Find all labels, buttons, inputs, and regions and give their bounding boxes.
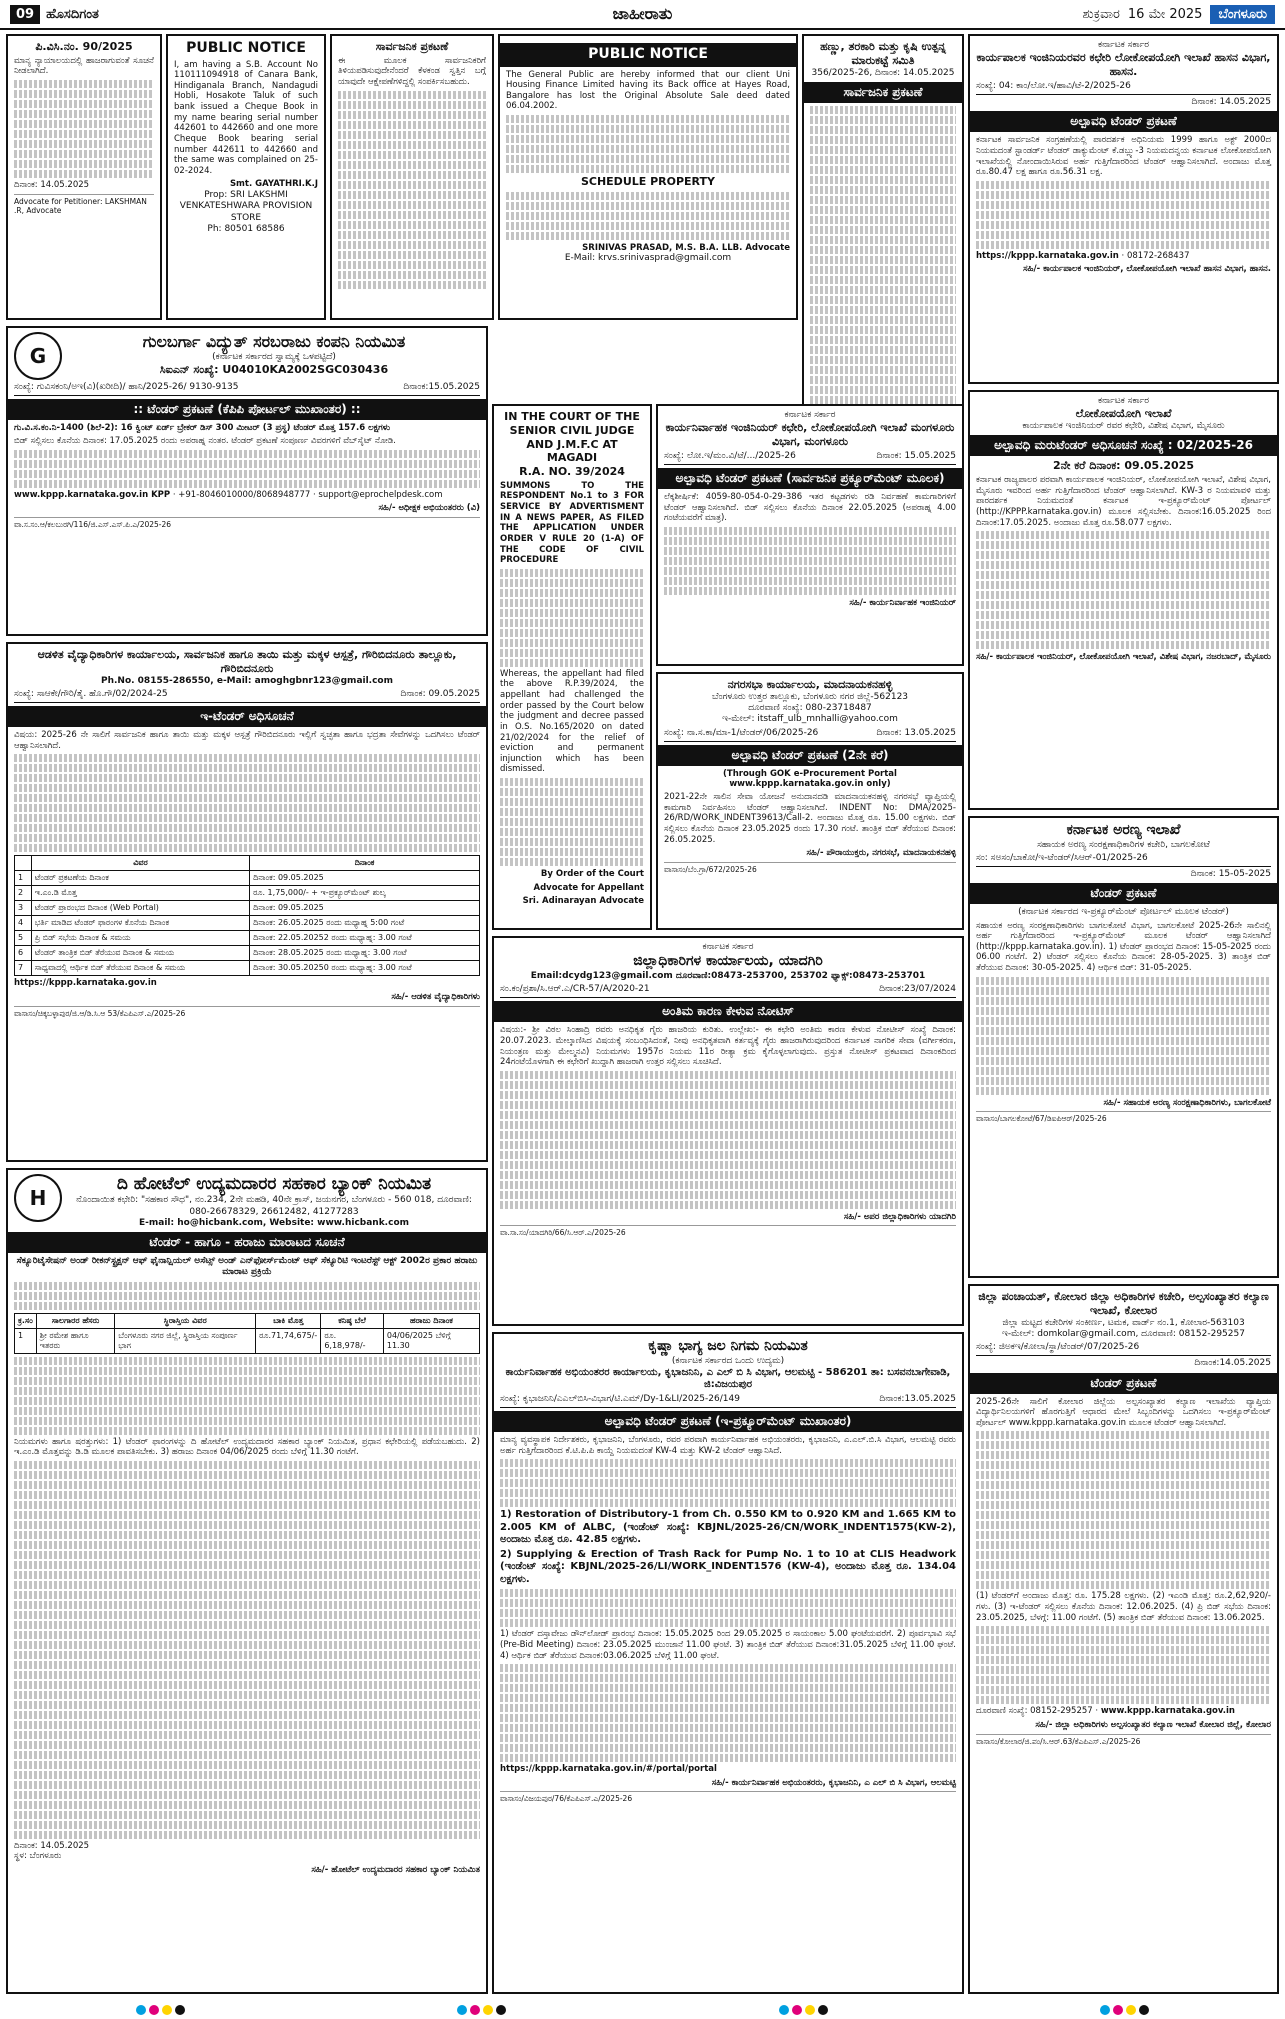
ad-subtitle: ಬೆಂಗಳೂರು ಉತ್ತರ ತಾಲ್ಲೂಕು, ಬೆಂಗಳೂರು ನಗರ ಜಿಲ್ಲೆ-562123 xyxy=(711,691,909,702)
ad-title: ಜಿಲ್ಲಾ ಪಂಚಾಯತ್, ಕೋಲಾರ ಜಿಲ್ಲಾ ಅಧಿಕಾರಿಗಳ ಕಚೇರಿ, ಅಲ್ಪಸಂಖ್ಯಾತರ ಕಲ್ಯಾಣ ಇಲಾಖೆ, ಕೋಲಾರ xyxy=(978,1290,1269,1317)
ad-place: ಸ್ಥಳ: ಬೆಂಗಳೂರು xyxy=(14,1851,62,1862)
ad-phone: ದೂರವಾಣಿ ಸಂಖ್ಯೆ: 080-23718487 xyxy=(748,703,872,713)
ad-web: www.kppp.karnataka.gov.in xyxy=(1100,1706,1235,1717)
ad-footer: ವಾಸಾಸಂ/ಬಾಗಲಕೋಟೆ/67/ಡಿಐಪಿಆರ್/2025-26 xyxy=(976,1111,1271,1123)
gescom-logo-icon: G xyxy=(14,332,62,380)
ad-web: https://kppp.karnataka.gov.in xyxy=(14,978,157,989)
table-row: 5 ಪ್ರಿ ಬಿಡ್ ಸಭೆಯ ದಿನಾಂಕ & ಸಮಯ ದಿನಾಂಕ: 22.05.20252 ರಂದು ಮಧ್ಯಾಹ್ನ: 3.00 ಗಂಟೆ xyxy=(15,931,480,946)
table-row: 1 ಶ್ರೀ ರಮೇಶ ಹಾಗೂ ಇತರರು ಬೆಂಗಳೂರು ನಗರ ಜಿಲ್ಲೆ, ಸ್ಥಿರಾಸ್ತಿಯ ಸಂಪೂರ್ಣ ಭಾಗ ರೂ.71,74,675/- ರೂ. 6,18,978/- 04/06/2025 ಬೆಳಿಗ್ಗೆ 11.30 xyxy=(15,1328,480,1353)
ad-office: ಕಾರ್ಯನಿರ್ವಾಹಕ ಅಭಿಯಂತರರ ಕಾರ್ಯಾಲಯ, ಕೃಭಾಜನಿನಿ, ಎ ಎಲ್ ಬಿ ಸಿ ವಿಭಾಗ, ಆಲಮಟ್ಟಿ - 586201 ತಾ: ಬಸವನಬಾಗೇವಾಡಿ, ಜಿ:ವಿಜಯಪುರ xyxy=(505,1366,951,1391)
page-header xyxy=(0,0,1285,30)
public-notice-1-ad xyxy=(166,34,326,320)
ad-email: ಇ-ಮೇಲ್: itstaff_ulb_mnhalli@yahoo.com xyxy=(722,714,898,725)
nagarasabha-tender-ad xyxy=(656,672,964,930)
ad-body: I, am having a S.B. Account No 110111094918 of Canara Bank, Hindiganala Branch, Nandagudi Hobli, Hosakote Taluk of such bank issued a Cheque Book in my name bearing serial number 442601 to 442660 and one more Cheque Book bearing serial number 442611 to 442660 and the same was complained on 25-02-2024. xyxy=(174,59,318,176)
ad-date: ದಿನಾಂಕ:15.05.2025 xyxy=(403,382,480,392)
ad-date: ದಿನಾಂಕ:14.05.2025 xyxy=(1194,1358,1271,1369)
ad-band: ಟೆಂಡರ್ - ಹಾಗೂ - ಹರಾಜು ಮಾರಾಟದ ಸೂಚನೆ xyxy=(8,1232,486,1253)
ad-order: By Order of the Court xyxy=(540,869,644,879)
ad-phone: 08172-268437 xyxy=(1126,250,1190,261)
ad-body: ನಿಯಮಗಳು ಹಾಗೂ ಷರತ್ತುಗಳು: 1) ಟೆಂಡರ್ ಫಾರಂಗಳನ್ನು ದಿ ಹೋಟೆಲ್ ಉದ್ಯಮದಾರರ ಸಹಕಾರ ಬ್ಯಾಂಕ್ ನಿಯಮಿತ, ಪ್ರಧಾನ ಕಛೇರಿಯಲ್ಲಿ ಪಡೆಯಬಹುದು. 2) ಇ.ಎಂ.ಡಿ ಮೊತ್ತವನ್ನು ಡಿ.ಡಿ ಮೂಲಕ ಪಾವತಿಸಬೇಕು. 3) ಹರಾಜು ದಿನಾಂಕ 04/06/2025 ರಂದು ಬೆಳಿಗ್ಗೆ 11.30 ಗಂಟೆಗೆ. xyxy=(14,1436,480,1458)
ad-number: 356/2025-26, ದಿನಾಂಕ: 14.05.2025 xyxy=(811,67,955,78)
ad-number: ಸಂಖ್ಯೆ: ಸಾಆಕೇ/ಗೌರಿ/ತೈ. ಹೊ.ಗೌ/02/2024-25 xyxy=(14,688,168,699)
ad-signature: Advocate for Appellant xyxy=(533,882,644,893)
ad-dept: ಲೋಕೋಪಯೋಗಿ ಇಲಾಖೆ xyxy=(1075,407,1172,421)
ad-email: E-Mail: krvs.srinivasprad@gmail.com xyxy=(564,253,732,264)
newspaper-name: ಹೊಸದಿಗಂತ xyxy=(46,6,99,22)
ad-title: ಕಾರ್ಯನಿರ್ವಾಹಕ ಇಂಜಿನಿಯರ್ ಕಛೇರಿ, ಲೋಕೋಪಯೋಗಿ ಇಲಾಖೆ ಮಂಗಳೂರು ವಿಭಾಗ, ಮಂಗಳೂರು xyxy=(665,421,955,448)
ad-number: ಸಂಖ್ಯೆ: ನಾ.ಸ.ಕಾ/ಮಾ-1/ಟೆಂಡರ್/06/2025-26 xyxy=(664,727,819,738)
ad-cin: ಸಿಐಎನ್ ಸಂಖ್ಯೆ: U04010KA2002SGC030436 xyxy=(159,363,389,377)
ad-org: ಕರ್ನಾಟಕ ಅರಣ್ಯ ಇಲಾಖೆ xyxy=(1066,822,1181,838)
court-magadi-ad xyxy=(492,404,652,930)
ad-title: ಕಾರ್ಯಪಾಲಕ ಇಂಜಿನಿಯರವರ ಕಛೇರಿ ಲೋಕೋಪಯೋಗಿ ಇಲಾಖೆ ಹಾಸನ ವಿಭಾಗ, ಹಾಸನ. xyxy=(976,51,1271,78)
ad-title: ಜಿಲ್ಲಾಧಿಕಾರಿಗಳ ಕಾರ್ಯಾಲಯ, ಯಾದಗಿರಿ xyxy=(633,953,823,970)
ad-address: ಜಿಲ್ಲಾ ಮಟ್ಟದ ಕಚೇರಿಗಳ ಸಂಕೀರ್ಣ, ಟಮಕ, ವಾರ್ಡ್ ನಂ.1, ಕೋಲಾರ-563103 xyxy=(1002,1317,1245,1328)
ad-footer: ವಾಸಾಸಂ/ವಿಜಯಪುರ/76/ಕೆಎಪಿಎಸ್.ಎ/2025-26 xyxy=(500,1791,956,1803)
ad-title: PUBLIC NOTICE xyxy=(500,43,796,67)
ad-phone: +91-8046010000/8068948777 xyxy=(178,489,311,500)
ad-item-1: 1) Restoration of Distributory-1 from Ch. 0.550 KM to 0.920 KM and 1.665 KM to 2.005 KM of ALBC, (ಇಂಡೆಂಟ್ ಸಂಖ್ಯೆ: KBJNL/2025-26/CN/WORK_INDENT1575(KW-2), ಅಂದಾಜು ಮೊತ್ತ ರೂ. 42.85 ಲಕ್ಷಗಳು. xyxy=(500,1509,956,1546)
ad-body: ಲೆಕ್ಕಶೀರ್ಷಿಕೆ: 4059-80-054-0-29-386 ಇತರ ಕಟ್ಟಡಗಳು ರಡಿ ನಿರ್ವಹಣೆ ಕಾಮಗಾರಿಗಳಿಗೆ ಟೆಂಡರ್ ಆಹ್ವಾನಿಸಲಾಗಿದೆ. ಬಿಡ್ ಸಲ್ಲಿಸಲು ಕೊನೆಯ ದಿನಾಂಕ 22.05.2025 (ಅಪರಾಹ್ನ 4.00 ಗಂಟೆಯವರೆಗೆ ಮಾತ್ರ). xyxy=(664,492,956,524)
ad-band: ಅಂತಿಮ ಕಾರಣ ಕೇಳುವ ನೋಟಿಸ್ xyxy=(494,1001,962,1022)
tender-schedule-table: ವಿವರ ದಿನಾಂಕ 1 ಟೆಂಡರ್ ಪ್ರಕಟಣೆಯ ದಿನಾಂಕ ದಿನಾಂಕ: 09.05.2025 2 ಇ.ಎಂ.ಡಿ ಮೊತ್ತ ರೂ. 1,75,000/- + ಇ-ಪ್ರಕ್ಯೂರ್‌ಮೆಂಟ್ ಶುಲ್ಕ 3 ಟೆಂಡರ್ ಪ್ರಾರಂಭದ ದಿನಾಂಕ (Web Portal) ದಿನಾಂಕ: 09.05.2025 4 ಭರ್ತಿ ಮಾಡಿದ ಟೆಂಡರ್ ಫಾರಂಗಳ ಕೊನೆಯ ದಿನಾಂಕ ದಿನಾಂಕ: 26.05.2025 ರಂದು ಮಧ್ಯಾಹ್ನ 5:00 ಗಂಟೆ 5 ಪ್ರಿ ಬಿಡ್ ಸಭೆಯ ದಿನಾಂಕ & ಸಮಯ ದಿನಾಂಕ: 22.05.20252 ರಂದು ಮಧ್ಯಾಹ್ನ: 3.00 ಗಂಟೆ 6 ಟೆಂಡರ್ ತಾಂತ್ರಿಕ ಬಿಡ್ ತೆರೆಯುವ ದಿನಾಂಕ & ಸಮಯ ದಿನಾಂಕ: 28.05.2025 ರಂದು ಮಧ್ಯಾಹ್ನ: 3.00 ಗಂಟೆ 7 ಸಾಧ್ಯವಾದಲ್ಲಿ ಆರ್ಥಿಕ ಬಿಡ್ ತೆರೆಯುವ ದಿನಾಂಕ & ಸಮಯ ದಿನಾಂಕ: 30.05.20250 ರಂದು ಮಧ್ಯಾಹ್ನ: 3.00 ಗಂಟೆ xyxy=(14,855,480,976)
ad-number: ಸಂಖ್ಯೆ: 04: ಕಾಂ/ಲೋ.ಇ/ಹಾವಿ/ಟೆ-2/2025-26 xyxy=(976,80,1131,91)
ad-body: ಕರ್ನಾಟಕ ಸಾರ್ವಜನಿಕ ಸಂಗ್ರಹಣೆಯಲ್ಲಿ ಪಾರದರ್ಶಕ ಅಧಿನಿಯಮ 1999 ಹಾಗೂ ಅಕ್ಟ್ 2000ದ ನಿಯಮದಂತೆ ಸ್ಟಾಂಡರ್ಡ್ ಟೆಂಡರ್ ಡಾಕ್ಯುಮೆಂಟ್ ಕೆ.ಡಬ್ಲ್ಯು-3 ನಿಯಮದನ್ವಯ ಕರ್ನಾಟಕ ಲೋಕೋಪಯೋಗಿ ಇಲಾಖೆಯಲ್ಲಿ ನೋಂದಾಯಿಸಿರುವ ಅರ್ಹ ಗುತ್ತಿಗೆದಾರರಿಂದ ಟೆಂಡರ್ ಆಹ್ವಾನಿಸಲಾಗಿದೆ. ಅಂದಾಜು ಮೊತ್ತ ರೂ.80.47 ಲಕ್ಷ ಹಾಗೂ ರೂ.56.31 ಲಕ್ಷ. xyxy=(976,135,1271,178)
ad-signature: ಸಹಿ/- ಕಾರ್ಯನಿರ್ವಾಹಕ ಅಭಿಯಂತರರು, ಕೃಭಾಜನಿನಿ, ಎ ಎಲ್ ಬಿ ಸಿ ವಿಭಾಗ, ಆಲಮಟ್ಟಿ xyxy=(711,1777,956,1788)
section-title: ಜಾಹೀರಾತು xyxy=(612,4,673,23)
ad-footer: ವಾಸಾಸಂ/ಬೆಂ.ಗ್ರಾ/672/2025-26 xyxy=(664,862,956,874)
ad-number: ಸಂಖ್ಯೆ: ಗುವಿಸಕಂನಿ/ಅಇ(ವಿ)(ಖರೀದಿ)/ ಹಾನಿ/2025-26/ 9130-9135 xyxy=(14,382,239,392)
ad-date: ದಿನಾಂಕ: 09.05.2025 xyxy=(400,688,480,699)
ad-advocate: Advocate for Petitioner: LAKSHMAN .R, Advocate xyxy=(14,194,154,216)
ad-title: ಪಿ.ವಿಸಿ.ನಂ. 90/2025 xyxy=(35,40,133,53)
ad-band-2: (ಕರ್ನಾಟಕ ಸರ್ಕಾರದ ಇ-ಪ್ರಕ್ಯೂರ್‌ಮೆಂಟ್ ಪೋರ್ಟಲ್ ಮೂಲಕ ಟೆಂಡರ್) xyxy=(1018,907,1229,918)
hotel-bank-auction-ad xyxy=(6,1168,488,1994)
ad-signature: ಸಹಿ/- ಕಾರ್ಯಪಾಲಕ ಇಂಜಿನಿಯರ್, ಲೋಕೋಪಯೋಗಿ ಇಲಾಖೆ, ವಿಶೇಷ ವಿಭಾಗ, ನಜರಬಾದ್, ಮೈಸೂರು xyxy=(976,652,1271,663)
ad-phone: Ph: 80501 68586 xyxy=(207,223,285,234)
ad-number: ಸಂಖ್ಯೆ: ಕೃಭಾಜನಿನಿ/ಎಎಲ್‌ಬಿಸಿ-ವಿಭಾಗ/ಟಿ.ಎಮ್/Dy-1&LI/2025-26/149 xyxy=(500,1393,740,1404)
ad-signature: ಸಹಿ/- ಅಪರ ಜಿಲ್ಲಾಧಿಕಾರಿಗಳು ಯಾದಗಿರಿ xyxy=(843,1211,956,1222)
registration-dots-icon xyxy=(779,2005,828,2015)
ad-web: www.kppp.karnataka.gov.in KPP xyxy=(14,489,171,500)
ad-band: :: ಟೆಂಡರ್ ಪ್ರಕಟಣೆ (ಕೆಪಿಪಿ ಪೋರ್ಟಲ್ ಮುಖಾಂತರ) :: xyxy=(8,399,486,420)
ad-date: ದಿನಾಂಕ: 14.05.2025 xyxy=(14,1840,90,1851)
ad-body: ಈ ಮೂಲಕ ಸಾರ್ವಜನಿಕರಿಗೆ ತಿಳಿಯಪಡಿಸುವುದೇನೆಂದರೆ ಕೆಳಕಂಡ ಸ್ವತ್ತಿನ ಬಗ್ಗೆ ಯಾವುದೇ ಆಕ್ಷೇಪಣೆಗಳಿದ್ದಲ್ಲಿ ಸಂಪರ್ಕಿಸಬಹುದು. xyxy=(338,55,486,87)
ad-item-2: 2) Supplying & Erection of Trash Rack for Pump No. 1 to 10 at CLIS Headwork (ಇಂಡೆಂಟ್ ಸಂಖ್ಯೆ: KBJNL/2025-26/LI/WORK_INDENT1576 (KW-4), ಅಂದಾಜು ಮೊತ್ತ ರೂ. 134.04 ಲಕ್ಷಗಳು. xyxy=(500,1548,956,1585)
ad-date: ದಿನಾಂಕ: 14.05.2025 xyxy=(14,180,90,190)
ad-web: E-mail: ho@hicbank.com, Website: www.hicbank.com xyxy=(139,1217,409,1228)
ad-org: ಕರ್ನಾಟಕ ಸರ್ಕಾರ xyxy=(1097,396,1150,406)
ad-title: ಹಣ್ಣು, ತರಕಾರಿ ಮತ್ತು ಕೃಷಿ ಉತ್ಪನ್ನ ಮಾರುಕಟ್ಟೆ ಸಮಿತಿ xyxy=(820,40,946,67)
ad-signature: ಸಹಿ/- ಜಿಲ್ಲಾ ಅಧಿಕಾರಿಗಳು ಅಲ್ಪಸಂಖ್ಯಾತರ ಕಲ್ಯಾಣ ಇಲಾಖೆ ಕೋಲಾರ ಜಿಲ್ಲೆ, ಕೋಲಾರ xyxy=(1035,1719,1271,1730)
court-notice-ad xyxy=(6,34,162,320)
ad-body: Whereas, the appellant had filed the above R.P.39/2024, the appellant had challenged the order passed by the Court below the judgment and decree passed in O.S. No.165/2020 on dated 21/02/2024 for the relief of eviction and permanent injunction which has been dismissed. xyxy=(500,668,644,775)
ad-number: R.A. NO. 39/2024 xyxy=(519,465,625,478)
ad-body: ಮಾನ್ಯ ನ್ಯಾಯಾಲಯದಲ್ಲಿ ಹಾಜರಾಗುವಂತೆ ಸೂಚನೆ ನೀಡಲಾಗಿದೆ. xyxy=(14,55,154,77)
ad-date: ದಿನಾಂಕ: 13.05.2025 xyxy=(876,727,956,738)
table-row: 3 ಟೆಂಡರ್ ಪ್ರಾರಂಭದ ದಿನಾಂಕ (Web Portal) ದಿನಾಂಕ: 09.05.2025 xyxy=(15,901,480,916)
ad-title: PUBLIC NOTICE xyxy=(186,40,306,56)
ad-date: ದಿನಾಂಕ: 15-05-2025 xyxy=(1190,869,1271,879)
auction-table: ಕ್ರ.ಸಂ ಸಾಲಗಾರರ ಹೆಸರು ಸ್ಥಿರಾಸ್ತಿಯ ವಿವರ ಬಾಕಿ ಮೊತ್ತ ಕನಿಷ್ಠ ಬೆಲೆ ಹರಾಜು ದಿನಾಂಕ 1 ಶ್ರೀ ರಮೇಶ ಹಾಗೂ ಇತರರು ಬೆಂಗಳೂರು ನಗರ ಜಿಲ್ಲೆ, ಸ್ಥಿರಾಸ್ತಿಯ ಸಂಪೂರ್ಣ ಭಾಗ ರೂ.71,74,675/- ರೂ. 6,18,978/- 04/06/2025 ಬೆಳಿಗ್ಗೆ 11.30 xyxy=(14,1313,480,1354)
ad-email: ಇ-ಮೇಲ್: domkolar@gmail.com, ದೂರವಾಣಿ: 08152-295257 xyxy=(1002,1328,1245,1339)
ad-title: ದಿ ಹೋಟೆಲ್ ಉದ್ಯಮದಾರರ ಸಹಕಾರ ಬ್ಯಾಂಕ್ ನಿಯಮಿತ xyxy=(116,1174,432,1194)
bank-logo-icon: H xyxy=(14,1174,62,1222)
ad-contact: Ph.No. 08155-286550, e-Mail: amoghgbnr123@gmail.com xyxy=(100,675,393,686)
forest-dept-tender-ad xyxy=(968,816,1279,1278)
registration-dots-icon xyxy=(457,2005,506,2015)
gauribidanur-tender-ad xyxy=(6,642,488,1162)
ad-title: ಕೃಷ್ಣಾ ಭಾಗ್ಯ ಜಲ ನಿಗಮ ನಿಯಮಿತ xyxy=(648,1338,808,1354)
ad-body: ವಿಷಯ:- ಶ್ರೀ ವಿಠಲ ಸಿಂಹಾದ್ರಿ ರವರು ಅನಧಿಕೃತ ಗೈರು ಹಾಜರಿಯ ಕುರಿತು. ಉಲ್ಲೇಖ:- ಈ ಕಛೇರಿ ಅಂತಿಮ ಕಾರಣ ಕೇಳುವ ನೋಟೀಸ್ ಸಂಖ್ಯೆ ದಿನಾಂಕ: 20.07.2023. ಮೇಲ್ಕಾಣಿಸಿದ ವಿಷಯಕ್ಕೆ ಸಂಬಂಧಿಸಿದಂತೆ, ನೀವು ಅನಧಿಕೃತವಾಗಿ ಕರ್ತವ್ಯಕ್ಕೆ ಗೈರು ಹಾಜರಾಗಿರುವುದರಿಂದ ಕರ್ನಾಟಕ ನಾಗರಿಕ ಸೇವಾ (ವರ್ಗೀಕರಣ, ನಿಯಂತ್ರಣ ಮತ್ತು ಮೇಲ್ಮನವಿ) ನಿಯಮಗಳು 1957ರ ನಿಯಮ 11ರ ರೀತ್ಯಾ ಕ್ರಮ ಕೈಗೊಳ್ಳಲಾಗುವುದು. ಪ್ರಸ್ತುತ ನೋಟೀಸ್ ಪ್ರಕಟವಾದ ದಿನಾಂಕದಿಂದ 24ಗಂಟೆಯೊಳಗಾಗಿ ಈ ಕಛೇರಿಗೆ ಖುದ್ದಾಗಿ ಹಾಜರಾಗಿ ಉತ್ತರ ಸಲ್ಲಿಸಲು ಸೂಚಿಸಿದೆ. xyxy=(500,1025,956,1068)
ad-schedule: SCHEDULE PROPERTY xyxy=(580,175,716,188)
ad-date: ದಿನಾಂಕ: 14.05.2025 xyxy=(1191,97,1271,107)
ad-signature: ಸಹಿ/- ಪೌರಾಯುಕ್ತರು, ನಗರಸಭೆ, ಮಾದನಾಯಕನಹಳ್ಳಿ xyxy=(806,848,956,859)
ad-body: ಬಿಡ್ ಸಲ್ಲಿಸಲು ಕೊನೆಯ ದಿನಾಂಕ: 17.05.2025 ರಂದು ಅಪರಾಹ್ನ ನಂತರ. ಟೆಂಡರ್ ಪ್ರಕಟಣೆ ಸಂಪೂರ್ಣ ವಿವರಗಳಿಗೆ ವೆಬ್‌ಸೈಟ್ ನೋಡಿ. xyxy=(14,435,396,446)
ad-subtitle: ಸಹಾಯಕ ಅರಣ್ಯ ಸಂರಕ್ಷಣಾಧಿಕಾರಿಗಳ ಕಚೇರಿ, ಬಾಗಲಕೋಟೆ xyxy=(1037,839,1210,850)
ad-portal: https://kppp.karnataka.gov.in xyxy=(976,250,1119,261)
header-city: ಬೆಂಗಳೂರು xyxy=(1210,5,1275,24)
ad-footer: ವಾಸಾಸಂ/ಚಿಕ್ಕಬಳ್ಳಾಪುರ/ಜಿ.ಆ/ಡಿ.ಸಿ.ಆ 53/ಕೆಎಪಿಎಸ್.ಎ/2025-26 xyxy=(14,1006,480,1018)
pwd-hassan-ad: ಕರ್ನಾಟಕ ಸರ್ಕಾರ ಕಾರ್ಯಪಾಲಕ ಇಂಜಿನಿಯರವರ ಕಛೇರಿ ಲೋಕೋಪಯೋಗಿ ಇಲಾಖೆ ಹಾಸನ ವಿಭಾಗ, ಹಾಸನ. ಸಂಖ್ಯೆ: 04: ಕಾಂ/ಲೋ.ಇ/ಹಾವಿ/ಟೆ-2/2025-26 ದಿನಾಂಕ: 14.05.2025 ಅಲ್ಪಾವಧಿ ಟೆಂಡರ್ ಪ್ರಕಟಣೆ ಕರ್ನಾಟಕ ಸಾರ್ವಜನಿಕ ಸಂಗ್ರಹಣೆಯಲ್ಲಿ ಪಾರದರ್ಶಕ ಅಧಿನಿಯಮ 1999 ಹಾಗೂ ಅಕ್ಟ್ 2000ದ ನಿಯಮದಂತೆ ಸ್ಟಾಂಡರ್ಡ್ ಟೆಂಡರ್ ಡಾಕ್ಯುಮೆಂಟ್ ಕೆ.ಡಬ್ಲ್ಯು-3 ನಿಯಮದನ್ವಯ ಕರ್ನಾಟಕ ಲೋಕೋಪಯೋಗಿ ಇಲಾಖೆಯಲ್ಲಿ ನೋಂದಾಯಿಸಿರುವ ಅರ್ಹ ಗುತ್ತಿಗೆದಾರರಿಂದ ಟೆಂಡರ್ ಆಹ್ವಾನಿಸಲಾಗಿದೆ. ಅಂದಾಜು ಮೊತ್ತ ರೂ.80.47 ಲಕ್ಷ ಹಾಗೂ ರೂ.56.31 ಲಕ್ಷ. https://kppp.karnataka.gov.in · 08172-268437 ಸಹಿ/- ಕಾರ್ಯಪಾಲಕ ಇಂಜಿನಿಯರ್, ಲೋಕೋಪಯೋಗಿ ಇಲಾಖೆ ಹಾಸನ ವಿಭಾಗ, ಹಾಸನ. xyxy=(968,34,1279,384)
ad-signature: SRINIVAS PRASAD, M.S. B.A. LLB. Advocate xyxy=(582,242,790,253)
ad-band-2: 2ನೇ ಕರೆ ದಿನಾಂಕ: 09.05.2025 xyxy=(1053,459,1194,473)
page-number: 09 xyxy=(10,5,40,24)
ad-email: support@eprochelpdesk.com xyxy=(318,489,443,500)
ad-signature: ಸಹಿ/- ಕಾರ್ಯಪಾಲಕ ಇಂಜಿನಿಯರ್, ಲೋಕೋಪಯೋಗಿ ಇಲಾಖೆ ಹಾಸನ ವಿಭಾಗ, ಹಾಸನ. xyxy=(1023,264,1271,275)
ad-body: ಸಹಾಯಕ ಅರಣ್ಯ ಸಂರಕ್ಷಣಾಧಿಕಾರಿಗಳು ಬಾಗಲಕೋಟೆ ವಿಭಾಗ, ಬಾಗಲಕೋಟೆ 2025-26ನೇ ಸಾಲಿನಲ್ಲಿ ಅರ್ಹ ಗುತ್ತಿಗೆದಾರರಿಂದ ಇ-ಪ್ರಕ್ಯೂರ್‌ಮೆಂಟ್ ಮೂಲಕ ಟೆಂಡರ್ ಆಹ್ವಾನಿಸಲಾಗಿದೆ (http://kppp.karnataka.gov.in). 1) ಟೆಂಡರ್ ಪ್ರಾರಂಭದ ದಿನಾಂಕ: 15-05-2025 ರಂದು 06.00 ಗಂಟೆಗೆ. 2) ಟೆಂಡರ್ ಸಲ್ಲಿಸಲು ಕೊನೆಯ ದಿನಾಂಕ: 28-05-2025. 3) ತಾಂತ್ರಿಕ ಬಿಡ್ ತೆರೆಯುವ ದಿನಾಂಕ: 30-05-2025. 4) ಆರ್ಥಿಕ ಬಿಡ್: 31-05-2025. xyxy=(976,920,1271,973)
table-row: 1 ಟೆಂಡರ್ ಪ್ರಕಟಣೆಯ ದಿನಾಂಕ ದಿನಾಂಕ: 09.05.2025 xyxy=(15,871,480,886)
registration-dots-icon xyxy=(1100,2005,1149,2015)
ad-band: ಅಲ್ಪಾವಧಿ ಟೆಂಡರ್ ಪ್ರಕಟಣೆ (ಇ-ಪ್ರಕ್ಯೂರ್‌ಮೆಂಟ್ ಮುಖಾಂತರ) xyxy=(494,1411,962,1432)
kbjnl-tender-ad xyxy=(492,1332,964,1994)
ad-number: ಸಂಖ್ಯೆ: ಲೋ.ಇ/ಮಂ.ವಿ/ಟೆ/.../2025-26 xyxy=(664,450,796,461)
pwd-mysuru-ad xyxy=(968,390,1279,810)
header-date: 16 ಮೇ 2025 xyxy=(1127,6,1203,22)
ad-title: ನಗರಸಭಾ ಕಾರ್ಯಾಲಯ, ಮಾದನಾಯಕನಹಳ್ಳಿ xyxy=(727,678,893,691)
ad-band: ಟೆಂಡರ್ ಪ್ರಕಟಣೆ xyxy=(970,1373,1277,1394)
ad-title: ಗುಲಬರ್ಗಾ ವಿದ್ಯುತ್ ಸರಬರಾಜು ಕಂಪನಿ ನಿಯಮಿತ xyxy=(142,332,406,351)
ad-band: ಅಲ್ಪಾವಧಿ ಟೆಂಡರ್ ಪ್ರಕಟಣೆ (ಸಾರ್ವಜನಿಕ ಪ್ರಕ್ಯೂರ್‌ಮೆಂಟ್ ಮೂಲಕ) xyxy=(658,468,962,489)
ad-body: ಕರ್ನಾಟಕ ರಾಜ್ಯಪಾಲರ ಪರವಾಗಿ ಕಾರ್ಯಪಾಲಕ ಇಂಜಿನಿಯರ್, ಲೋಕೋಪಯೋಗಿ ಇಲಾಖೆ, ವಿಶೇಷ ವಿಭಾಗ, ಮೈಸೂರು ಇವರಿಂದ ಅರ್ಹ ಗುತ್ತಿಗೆದಾರರಿಂದ ಟೆಂಡರ್ ಆಹ್ವಾನಿಸಲಾಗಿದೆ. KW-3 ರ ನಿಯಮಾವಳಿ ಮತ್ತು ಪಾರದರ್ಶಕ ನಿಯಮದಂತೆ ಕರ್ನಾಟಕ ಇ-ಪ್ರಕ್ಯೂರ್‌ಮೆಂಟ್ ಪೋರ್ಟಲ್ (http://KPPP.karnataka.gov.in) ಮೂಲಕ ಸಲ್ಲಿಸಬೇಕು. ದಿನಾಂಕ:16.05.2025 ರಿಂದ ದಿನಾಂಕ:17.05.2025. ಅಂದಾಜು ಮೊತ್ತ ರೂ.58.077 ಲಕ್ಷಗಳು. xyxy=(976,475,1271,528)
ad-signature: ಸಹಿ/- ಹೋಟೆಲ್ ಉದ್ಯಮದಾರರ ಸಹಕಾರ ಬ್ಯಾಂಕ್ ನಿಯಮಿತ xyxy=(311,1865,480,1875)
print-registration-marks xyxy=(0,2000,1285,2019)
ad-phone: ದೂರವಾಣಿ ಸಂಖ್ಯೆ: 08152-295257 xyxy=(976,1706,1093,1717)
ad-footer: ವಾ.ಸಾ.ಸಂ/ಯಾದಗಿರಿ/66/ಸಿ.ಆರ್.ಎ/2025-26 xyxy=(500,1225,956,1237)
ad-org: ಕರ್ನಾಟಕ ಸರ್ಕಾರ xyxy=(702,942,754,952)
gescom-tender-ad: G ಗುಲಬರ್ಗಾ ವಿದ್ಯುತ್ ಸರಬರಾಜು ಕಂಪನಿ ನಿಯಮಿತ (ಕರ್ನಾಟಕ ಸರ್ಕಾರದ ಸ್ವಾಮ್ಯಕ್ಕೆ ಒಳಪಟ್ಟಿದೆ) ಸಿಐಎನ್ ಸಂಖ್ಯೆ: U04010KA2002SGC030436 ಸಂಖ್ಯೆ: ಗುವಿಸಕಂನಿ/ಅಇ(ವಿ)(ಖರೀದಿ)/ ಹಾನಿ/2025-26/ 9130-9135 ದಿನಾಂಕ:15.05.2025 :: ಟೆಂಡರ್ ಪ್ರಕಟಣೆ (ಕೆಪಿಪಿ ಪೋರ್ಟಲ್ ಮುಖಾಂತರ) :: ಗು.ವಿ.ಸ.ಕಂ.ನಿ-1400 (ಶಿಲೆ-2): 16 ಕ್ವಿಂಟ್ ಏರ್ಡ್ ಬ್ರೇಕರ್ ಡಿಸ್ 300 ಮೀಟರ್ (3 ಪ್ರಸ್ಥ) ಟೆಂಡರ್ ಮೊತ್ತ 157.6 ಲಕ್ಷಗಳು ಬಿಡ್ ಸಲ್ಲಿಸಲು ಕೊನೆಯ ದಿನಾಂಕ: 17.05.2025 ರಂದು ಅಪರಾಹ್ನ ನಂತರ. ಟೆಂಡರ್ ಪ್ರಕಟಣೆ ಸಂಪೂರ್ಣ ವಿವರಗಳಿಗೆ ವೆಬ್‌ಸೈಟ್ ನೋಡಿ. www.kppp.karnataka.gov.in KPP · +91-8046010000/8068948777 · support@eprochelpdesk.com ಸಹಿ/- ಅಧೀಕ್ಷಕ ಅಭಿಯಂತರರು (ವಿ) ವಾ.ಸ.ಸಂ.ಆ/ಕಲಬುರಗಿ/116/ಜಿ.ಎಸ್.ಎಸ್.ಪಿ.ಎ/2025-26 xyxy=(6,326,488,636)
ad-band: ಟೆಂಡರ್ ಪ್ರಕಟಣೆ xyxy=(970,883,1277,904)
ad-body: 2025-26ನೇ ಸಾಲಿಗೆ ಕೋಲಾರ ಜಿಲ್ಲೆಯ ಅಲ್ಪಸಂಖ್ಯಾತರ ಕಲ್ಯಾಣ ಇಲಾಖೆಯ ವ್ಯಾಪ್ತಿಯ ವಿದ್ಯಾರ್ಥಿನಿಲಯಗಳಿಗೆ ಹೊರಗುತ್ತಿಗೆ ಆಧಾರದ ಮೇಲೆ ಸಿಬ್ಬಂದಿಗಳನ್ನು ಒದಗಿಸಲು ಇ-ಪ್ರಕ್ಯೂರ್‌ಮೆಂಟ್ ಪೋರ್ಟಲ್ www.kppp.karnataka.gov.in ಮೂಲಕ ಟೆಂಡರ್ ಆಹ್ವಾನಿಸಲಾಗಿದೆ. xyxy=(976,1396,1271,1428)
ad-body: The General Public are hereby informed that our client Uni Housing Finance Limited having its Back office at Hayes Road, Bangalore has lost the Original Absolute Sale deed dated 06.04.2002. xyxy=(506,69,790,112)
ad-footer: ವಾಸಾಸಂ/ಕೋಲಾರ/ಜಿ.ಪಂ/ಸಿ.ಆರ್.63/ಕೆಎಪಿಎಸ್.ಎ/2025-26 xyxy=(976,1734,1271,1746)
yadgir-notice-ad xyxy=(492,936,964,1326)
ad-body: ವಿಷಯ: 2025-26 ನೇ ಸಾಲಿಗೆ ಸಾರ್ವಜನಿಕ ಹಾಗೂ ತಾಯಿ ಮತ್ತು ಮಕ್ಕಳ ಆಸ್ಪತ್ರೆ ಗೌರಿಬಿದನೂರು ಇಲ್ಲಿಗೆ ಸ್ವಚ್ಛತಾ ಹಾಗೂ ಭದ್ರತಾ ಸೇವೆಗಳನ್ನು ಒದಗಿಸಲು ಟೆಂಡರ್ ಆಹ್ವಾನಿಸಲಾಗಿದೆ. xyxy=(14,730,480,751)
ad-signature: ಸಹಿ/- ಸಹಾಯಕ ಅರಣ್ಯ ಸಂರಕ್ಷಣಾಧಿಕಾರಿಗಳು, ಬಾಗಲಕೋಟೆ xyxy=(1103,1097,1271,1108)
ad-org: ಕರ್ನಾಟಕ ಸರ್ಕಾರ xyxy=(784,410,836,420)
public-notice-2-ad xyxy=(498,34,798,320)
ad-web: https://kppp.karnataka.gov.in/#/portal/portal xyxy=(500,1764,717,1775)
ad-band: SUMMONS TO THE RESPONDENT No.1 to 3 FOR SERVICE BY ADVERTISMENT IN A NEWS PAPER, AS FILED THE APPLICATION UNDER ORDER V RULE 20 (1-A) OF THE CODE OF CIVIL PROCEDURE xyxy=(500,480,644,566)
ad-title: ಸಾರ್ವಜನಿಕ ಪ್ರಕಟಣೆ xyxy=(375,40,449,53)
ad-band-2: ಸೆಕ್ಯೂರಿಟೈಸೇಷನ್ ಅಂಡ್ ರೀಕನ್‌ಸ್ಟ್ರಕ್ಷನ್ ಆಫ್ ಫೈನಾನ್ಷಿಯಲ್ ಅಸೆಟ್ಸ್ ಅಂಡ್ ಎನ್‌ಫೋರ್ಸ್‌ಮೆಂಟ್ ಆಫ್ ಸೆಕ್ಯೂರಿಟಿ ಇಂಟರೆಸ್ಟ್ ಆಕ್ಟ್ 2002ರ ಪ್ರಕಾರ ಹರಾಜು ಮಾರಾಟ ಪ್ರಕ್ರಿಯೆ xyxy=(16,1256,478,1278)
ad-date: ದಿನಾಂಕ: 15.05.2025 xyxy=(876,450,956,461)
ad-title: ಕಾರ್ಯಪಾಲಕ ಇಂಜಿನಿಯರ್ ರವರ ಕಛೇರಿ, ವಿಶೇಷ ವಿಭಾಗ, ಮೈಸೂರು xyxy=(1022,421,1225,431)
ad-subtitle: (ಕರ್ನಾಟಕ ಸರ್ಕಾರದ ಒಂದು ಉದ್ಯಮ) xyxy=(671,1355,785,1366)
table-row: 4 ಭರ್ತಿ ಮಾಡಿದ ಟೆಂಡರ್ ಫಾರಂಗಳ ಕೊನೆಯ ದಿನಾಂಕ ದಿನಾಂಕ: 26.05.2025 ರಂದು ಮಧ್ಯಾಹ್ನ 5:00 ಗಂಟೆ xyxy=(15,916,480,931)
ad-signature: ಸಹಿ/- ಆಡಳಿತ ವೈದ್ಯಾಧಿಕಾರಿಗಳು xyxy=(391,991,480,1002)
ad-signature: ಸಹಿ/- ಅಧೀಕ್ಷಕ ಅಭಿಯಂತರರು (ವಿ) xyxy=(378,503,480,514)
kannada-notice-ad xyxy=(330,34,494,320)
ad-item: ಗು.ವಿ.ಸ.ಕಂ.ನಿ-1400 (ಶಿಲೆ-2): 16 ಕ್ವಿಂಟ್ ಏರ್ಡ್ ಬ್ರೇಕರ್ ಡಿಸ್ 300 ಮೀಟರ್ (3 ಪ್ರಸ್ಥ) ಟೆಂಡರ್ ಮೊತ್ತ 157.6 ಲಕ್ಷಗಳು xyxy=(14,423,391,434)
ad-contact: Email:dcydg123@gmail.com ದೂರವಾಣಿ:08473-253700, 253702 ಫ್ಯಾಕ್ಸ್:08473-253701 xyxy=(530,970,926,981)
ad-body: 2021-22ನೇ ಸಾಲಿನ ಸೇವಾ ಯೋಜನೆ ಅನುದಾನದಡಿ ಮಾದನಾಯಕನಹಳ್ಳಿ ನಗರಸಭೆ ವ್ಯಾಪ್ತಿಯಲ್ಲಿ ಕಾಮಗಾರಿ ನಿರ್ವಹಿಸಲು ಟೆಂಡರ್ ಆಹ್ವಾನಿಸಲಾಗಿದೆ. INDENT No: DMA/2025-26/RD/WORK_INDENT39613/Call-2. ಅಂದಾಜು ಮೊತ್ತ ರೂ. 15.00 ಲಕ್ಷಗಳು. ಬಿಡ್ ಸಲ್ಲಿಸಲು ಕೊನೆಯ ದಿನಾಂಕ 23.05.2025 ರಂದು 17.30 ಗಂಟೆ. ತಾಂತ್ರಿಕ ಬಿಡ್ ತೆರೆಯುವ ದಿನಾಂಕ: 26.05.2025. xyxy=(664,792,956,845)
ad-body: ಮಾನ್ಯ ವ್ಯವಸ್ಥಾಪಕ ನಿರ್ದೇಶಕರು, ಕೃಭಾಜನಿನಿ, ಬೆಂಗಳೂರು, ರವರ ಪರವಾಗಿ ಕಾರ್ಯನಿರ್ವಾಹಕ ಅಭಿಯಂತರರು, ಕೃಭಾಜನಿನಿ, ಎ.ಎಲ್.ಬಿ.ಸಿ ವಿಭಾಗ, ಆಲಮಟ್ಟಿ ರವರು ಅರ್ಹ ಗುತ್ತಿಗೆದಾರರಿಂದ ಕೆ.ಟಿ.ಪಿ.ಪಿ ಕಾಯ್ದೆ ನಿಯಮದಂತೆ KW-4 ಮತ್ತು KW-2 ಟೆಂಡರ್ ಆಹ್ವಾನಿಸಿದೆ. xyxy=(500,1435,956,1456)
table-row: 6 ಟೆಂಡರ್ ತಾಂತ್ರಿಕ ಬಿಡ್ ತೆರೆಯುವ ದಿನಾಂಕ & ಸಮಯ ದಿನಾಂಕ: 28.05.2025 ರಂದು ಮಧ್ಯಾಹ್ನ: 3.00 ಗಂಟೆ xyxy=(15,946,480,961)
ad-title: ಆಡಳಿತ ವೈದ್ಯಾಧಿಕಾರಿಗಳ ಕಾರ್ಯಾಲಯ, ಸಾರ್ವಜನಿಕ ಹಾಗೂ ತಾಯಿ ಮತ್ತು ಮಕ್ಕಳ ಆಸ್ಪತ್ರೆ, ಗೌರಿಬಿದನೂರು ತಾಲ್ಲೂಕು, ಗೌರಿಬಿದನೂರು xyxy=(37,648,457,675)
ad-number: ಸಂ.ಕಂ/ಪ್ರಶಾ/ಸಿ.ಆರ್.ಎ/CR-57/A/2020-21 xyxy=(500,984,650,994)
ad-dates: 1) ಟೆಂಡರ್ ದಸ್ತಾವೇಜು ಡೌನ್‌ಲೋಡ್ ಪ್ರಾರಂಭ ದಿನಾಂಕ: 15.05.2025 ರಿಂದ 29.05.2025 ರ ಸಾಯಂಕಾಲ 5.00 ಘಂಟೆಯವರೆಗೆ. 2) ಪೂರ್ವಭಾವಿ ಸಭೆ (Pre-Bid Meeting) ದಿನಾಂಕ: 23.05.2025 ಮುಂಜಾನೆ 11.00 ಘಂಟೆ. 3) ತಾಂತ್ರಿಕ ಬಿಡ್ ತೆರೆಯುವ ದಿನಾಂಕ:31.05.2025 ಬೆಳಿಗ್ಗೆ 11.00 ಘಂಟೆ. 4) ಆರ್ಥಿಕ ಬಿಡ್ ತೆರೆಯುವ ದಿನಾಂಕ:03.06.2025 ಬೆಳಿಗ್ಗೆ 11.00 ಘಂಟೆ. xyxy=(500,1629,956,1661)
ad-org: ಕರ್ನಾಟಕ ಸರ್ಕಾರ xyxy=(1097,40,1150,50)
ad-band: ಅಲ್ಪಾವಧಿ ಟೆಂಡರ್ ಪ್ರಕಟಣೆ xyxy=(970,111,1277,132)
ad-signature: ಸಹಿ/- ಕಾರ್ಯನಿರ್ವಾಹಕ ಇಂಜಿನಿಯರ್ xyxy=(849,597,956,608)
ad-advocate: Sri. Adinarayan Advocate xyxy=(522,896,644,907)
krishi-notice-ad xyxy=(802,34,964,454)
ad-number: ಸಂ: ಸಅಸಂ/ಬಾಕೋ/ಇ-ಟೆಂಡರ್/ಸಿಆರ್-01/2025-26 xyxy=(976,852,1148,863)
pwd-mangaluru-ad xyxy=(656,404,964,666)
table-row: 7 ಸಾಧ್ಯವಾದಲ್ಲಿ ಆರ್ಥಿಕ ಬಿಡ್ ತೆರೆಯುವ ದಿನಾಂಕ & ಸಮಯ ದಿನಾಂಕ: 30.05.20250 ರಂದು ಮಧ್ಯಾಹ್ನ: 3.00 ಗಂಟೆ xyxy=(15,961,480,976)
ad-signature: Smt. GAYATHRI.K.J xyxy=(229,179,318,190)
kolar-tender-ad: ಜಿಲ್ಲಾ ಪಂಚಾಯತ್, ಕೋಲಾರ ಜಿಲ್ಲಾ ಅಧಿಕಾರಿಗಳ ಕಚೇರಿ, ಅಲ್ಪಸಂಖ್ಯಾತರ ಕಲ್ಯಾಣ ಇಲಾಖೆ, ಕೋಲಾರ ಜಿಲ್ಲಾ ಮಟ್ಟದ ಕಚೇರಿಗಳ ಸಂಕೀರ್ಣ, ಟಮಕ, ವಾರ್ಡ್ ನಂ.1, ಕೋಲಾರ-563103 ಇ-ಮೇಲ್: domkolar@gmail.com, ದೂರವಾಣಿ: 08152-295257 ಸಂಖ್ಯೆ: ಜಿಅಕಇ/ಕೋಲಾ/ಸ್ಥಾ/ಟೆಂಡರ್/07/2025-26 ದಿನಾಂಕ:14.05.2025 ಟೆಂಡರ್ ಪ್ರಕಟಣೆ 2025-26ನೇ ಸಾಲಿಗೆ ಕೋಲಾರ ಜಿಲ್ಲೆಯ ಅಲ್ಪಸಂಖ್ಯಾತರ ಕಲ್ಯಾಣ ಇಲಾಖೆಯ ವ್ಯಾಪ್ತಿಯ ವಿದ್ಯಾರ್ಥಿನಿಲಯಗಳಿಗೆ ಹೊರಗುತ್ತಿಗೆ ಆಧಾರದ ಮೇಲೆ ಸಿಬ್ಬಂದಿಗಳನ್ನು ಒದಗಿಸಲು ಇ-ಪ್ರಕ್ಯೂರ್‌ಮೆಂಟ್ ಪೋರ್ಟಲ್ www.kppp.karnataka.gov.in ಮೂಲಕ ಟೆಂಡರ್ ಆಹ್ವಾನಿಸಲಾಗಿದೆ. (1) ಟೆಂಡರ್‌ಗೆ ಅಂದಾಜು ಮೊತ್ತ: ರೂ. 175.28 ಲಕ್ಷಗಳು. (2) ಇಎಂಡಿ ಮೊತ್ತ: ರೂ.2,62,920/-ಗಳು. (3) ಇ-ಟೆಂಡರ್ ಸಲ್ಲಿಸಲು ಕೊನೆಯ ದಿನಾಂಕ: 12.06.2025. (4) ಪ್ರಿ ಬಿಡ್ ಸಭೆಯ ದಿನಾಂಕ: 23.05.2025, ಬೆಳಗ್ಗೆ: 11.00 ಗಂಟೆಗೆ. (5) ತಾಂತ್ರಿಕ ಬಿಡ್ ತೆರೆಯುವ ದಿನಾಂಕ: 13.06.2025. ದೂರವಾಣಿ ಸಂಖ್ಯೆ: 08152-295257 · www.kppp.karnataka.gov.in ಸಹಿ/- ಜಿಲ್ಲಾ ಅಧಿಕಾರಿಗಳು ಅಲ್ಪಸಂಖ್ಯಾತರ ಕಲ್ಯಾಣ ಇಲಾಖೆ ಕೋಲಾರ ಜಿಲ್ಲೆ, ಕೋಲಾರ ವಾಸಾಸಂ/ಕೋಲಾರ/ಜಿ.ಪಂ/ಸಿ.ಆರ್.63/ಕೆಎಪಿಎಸ್.ಎ/2025-26 xyxy=(968,1284,1279,1994)
header-day: ಶುಕ್ರವಾರ xyxy=(1082,6,1120,22)
ad-prop: Prop: SRI LAKSHMI VENKATESHWARA PROVISION STORE xyxy=(179,190,313,223)
table-row: 2 ಇ.ಎಂ.ಡಿ ಮೊತ್ತ ರೂ. 1,75,000/- + ಇ-ಪ್ರಕ್ಯೂರ್‌ಮೆಂಟ್ ಶುಲ್ಕ xyxy=(15,886,480,901)
ad-band-2: (Through GOK e-Procurement Portal www.kppp.karnataka.gov.in only) xyxy=(723,768,897,790)
ad-footer: ವಾ.ಸ.ಸಂ.ಆ/ಕಲಬುರಗಿ/116/ಜಿ.ಎಸ್.ಎಸ್.ಪಿ.ಎ/2025-26 xyxy=(14,517,480,529)
ad-date: ದಿನಾಂಕ:23/07/2024 xyxy=(879,984,956,994)
ad-subtitle: (ಕರ್ನಾಟಕ ಸರ್ಕಾರದ ಸ್ವಾಮ್ಯಕ್ಕೆ ಒಳಪಟ್ಟಿದೆ) xyxy=(212,352,336,362)
ad-title: IN THE COURT OF THE SENIOR CIVIL JUDGE AND J.M.F.C AT MAGADI xyxy=(504,410,640,465)
ad-band: ಅಲ್ಪಾವಧಿ ಮರುಟೆಂಡರ್ ಅಧಿಸೂಚನೆ ಸಂಖ್ಯೆ : 02/2025-26 xyxy=(970,435,1277,456)
ad-list: (1) ಟೆಂಡರ್‌ಗೆ ಅಂದಾಜು ಮೊತ್ತ: ರೂ. 175.28 ಲಕ್ಷಗಳು. (2) ಇಎಂಡಿ ಮೊತ್ತ: ರೂ.2,62,920/-ಗಳು. (3) ಇ-ಟೆಂಡರ್ ಸಲ್ಲಿಸಲು ಕೊನೆಯ ದಿನಾಂಕ: 12.06.2025. (4) ಪ್ರಿ ಬಿಡ್ ಸಭೆಯ ದಿನಾಂಕ: 23.05.2025, ಬೆಳಗ್ಗೆ: 11.00 ಗಂಟೆಗೆ. (5) ತಾಂತ್ರಿಕ ಬಿಡ್ ತೆರೆಯುವ ದಿನಾಂಕ: 13.06.2025. xyxy=(976,1591,1271,1623)
registration-dots-icon xyxy=(136,2005,185,2015)
ad-band: ಸಾರ್ವಜನಿಕ ಪ್ರಕಟಣೆ xyxy=(804,82,962,103)
ad-number: ಸಂಖ್ಯೆ: ಜಿಅಕಇ/ಕೋಲಾ/ಸ್ಥಾ/ಟೆಂಡರ್/07/2025-26 xyxy=(976,1342,1140,1352)
ad-band: ಅಲ್ಪಾವಧಿ ಟೆಂಡರ್ ಪ್ರಕಟಣೆ (2ನೇ ಕರೆ) xyxy=(658,745,962,766)
ad-band: ಇ-ಟೆಂಡರ್ ಅಧಿಸೂಚನೆ xyxy=(8,706,486,727)
ad-address: ನೊಂದಾಯಿತ ಕಛೇರಿ: "ಸಹಕಾರ ಸೌಧ", ನಂ.234, 2ನೇ ಮಹಡಿ, 40ನೇ ಕ್ರಾಸ್, ಜಯನಗರ, ಬೆಂಗಳೂರು - 560 018, ದೂರವಾಣಿ: 080-26678329, 26612482, 41277283 xyxy=(76,1195,472,1217)
ad-date: ದಿನಾಂಕ:13.05.2025 xyxy=(879,1393,956,1404)
